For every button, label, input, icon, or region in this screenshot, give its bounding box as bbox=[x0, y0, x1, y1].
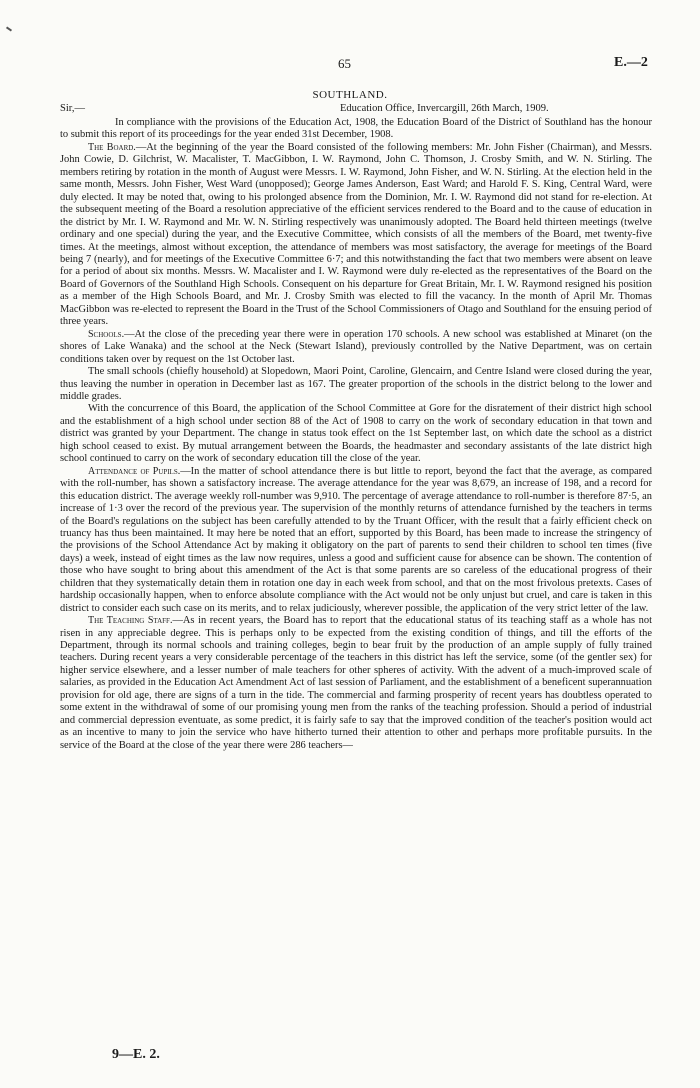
paragraph-small-schools bbox=[60, 366, 652, 403]
paragraph-text: —In the matter of school attendance there is but little to report, beyond the fact that the average, as compared with the roll-number, has shown a satisfactory increase. The average attendance for the year was 8,679, an increase of 198, and a record for this education district. The average weekly roll-number was 9,910. The percentage of average attendance to roll-number is therefore 87·5, an increase of 1·3 over the record of the previous year. The supervision of the monthly returns of attendance furnished by the teachers in terms of the Board's regulations on the subject has been carefully attended to by the Truant Officer, with the result that a fairly efficient check on truancy has thus been maintained. It may here be noted that an effort, supported by this Board, has been made to increase the stringency of the provisions of the School Attendance Act by making it obligatory on the part of parents to send their children to school ten times (five days) a week, instead of eight times as the law now requires, unless a good and sufficient cause for absence can be shown. The contention of those who have sought to bring about this amendment of the Act is that some parents are so careless of the educational progress of their children that they systematically detain them in rotation one day in each week from school, and that on the most frivolous pretexts. Cases of hardship occasionally happen, when to enforce absolute compliance with the Act would not be only unjust but cruel, and care is taken in this district to consider each such case on its merits, and to relax judiciously, wherever possible, the application of the very strict letter of the law. bbox=[60, 465, 652, 614]
paragraph-heading: The Board. bbox=[88, 141, 136, 153]
paragraph-text: —As in recent years, the Board has to report that the educational status of its teaching staff as a whole has not risen in any appreciable degree. This is perhaps only to be expected from the existing condition of things, and till the efforts of the Department, through its normal schools and training colleges, begin to bear fruit by the production of an ample supply of fully trained teachers. During recent years a very considerable percentage of the teachers in this district has left the service, some (of the gentler sex) for higher service elsewhere, and a lesser number of male teachers for other spheres of activity. With the advent of a much-improved scale of salaries, as provided in the Education Act Amendment Act of last session of Parliament, and the establishment of a beneficent superannuation provision for old age, there are signs of a turn in the tide. The commercial and farming prosperity of recent years has doubtless operated to some extent in the withdrawal of some of our promising young men from the ranks of the teaching profession. Should a period of industrial and commercial depression eventuate, as some predict, it is fairly safe to say that the improved condition of the teacher's position would act as an incentive to many to join the service who have hitherto turned their attention to other and perhaps more profitable pursuits. In the service of the Board at the close of the year there were 286 teachers— bbox=[60, 615, 652, 751]
paragraph-text: The small schools (chiefly household) at Slopedown, Maori Point, Caroline, Glencairn, and Centre Island were closed during the year, thus leaving the number in operation in December last as 167. The greater proportion of the schools in the district belong to the lower and middle grades. bbox=[60, 366, 652, 402]
paragraph-text: —At the close of the preceding year there were in operation 170 schools. A new school was established at Minaret (on the shores of Lake Wanaka) and the school at the Neck (Stewart Island), previously controlled by the Native Department, was on certain conditions taken over by request on the 1st October last. bbox=[60, 328, 652, 365]
paragraph-the-board bbox=[60, 142, 652, 329]
paragraph-heading: Attendance of Pupils. bbox=[88, 465, 181, 477]
paragraph-teaching-staff bbox=[60, 615, 652, 752]
paragraph-intro bbox=[60, 117, 652, 142]
scan-mark bbox=[6, 26, 12, 31]
document-reference: E.—2 bbox=[614, 55, 648, 70]
dateline: Education Office, Invercargill, 26th March, 1909. bbox=[340, 103, 549, 114]
salutation: Sir,— bbox=[60, 103, 85, 114]
paragraph-schools bbox=[60, 329, 652, 366]
paragraph-attendance bbox=[60, 466, 652, 615]
section-title: SOUTHLAND. bbox=[312, 89, 388, 101]
paragraph-text: With the concurrence of this Board, the application of the School Committee at Gore for the disratement of their district high school and the establishment of a high school under section 88 of the Act of 1908 to carry on the work of secondary education in that town and district was granted by your Department. The change in status took effect on the 1st September last, on which date the school as a district high school ceased to exist. By mutual arrangement between the Boards, the headmaster and secondary assistants of the late district high school continued to carry on the work of secondary education till the close of the year. bbox=[60, 403, 652, 465]
paragraph-heading: The Teaching Staff. bbox=[88, 615, 173, 627]
paragraph-text: —At the beginning of the year the Board consisted of the following members: Mr. John Fisher (Chairman), and Messrs. John Cowie, D. Gilchrist, W. Macalister, T. MacGibbon, I. W. Raymond, John C. Thomson, J. Crosby Smith, and W. N. Stirling. The members retiring by rotation in the month of August were Messrs. I. W. Raymond, John Fisher, and W. N. Stirling. At the election held in the same month, Messrs. John Fisher, West Ward (unopposed); George James Anderson, East Ward; and Harold F. S. King, Central Ward, were duly elected. It may be noted that, owing to his prolonged absence from the Dominion, Mr. I. W. Raymond did not stand for re-election. At the subsequent meeting of the Board a resolution appreciative of the efficient services rendered to the Board and to the cause of education in the district by Mr. I. W. Raymond and Mr. W. N. Stirling respectively was unanimously adopted. The Board held thirteen meetings (twelve ordinary and one special) during the year, and the Executive Committee, which consists of all the members of the Board, met twenty-five times. At the meetings, almost without exception, the attendance of members was most satisfactory, the average for meetings of the Board being 7 (nearly), and for meetings of the Executive Committee 6·7; and this notwithstanding the fact that two members were absent on leave for a period of about six months. Messrs. W. Macalister and I. W. Raymond were duly re-elected as the representatives of the Board on the Board of Governors of the Southland High Schools. Consequent on his departure for Great Britain, Mr. I. W. Raymond resigned his position as a member of the High Schools Board, and Mr. J. Crosby Smith was elected to fill the vacancy. In the month of April Mr. Thomas MacGibbon was re-elected to represent the Board in the Trust of the School Commissioners of Otago and Southland for the ensuing period of three years. bbox=[60, 141, 652, 328]
paragraph-heading: Schools. bbox=[88, 328, 125, 340]
signature-mark: 9—E. 2. bbox=[112, 1047, 160, 1062]
report-body bbox=[60, 117, 652, 752]
paragraph-text: In compliance with the provisions of the Education Act, 1908, the Education Board of the District of Southland has the honour to submit this report of its proceedings for the year ended 31st December, 1908. bbox=[60, 117, 652, 141]
paragraph-gore-high-school bbox=[60, 403, 652, 465]
page-number: 65 bbox=[338, 56, 351, 71]
